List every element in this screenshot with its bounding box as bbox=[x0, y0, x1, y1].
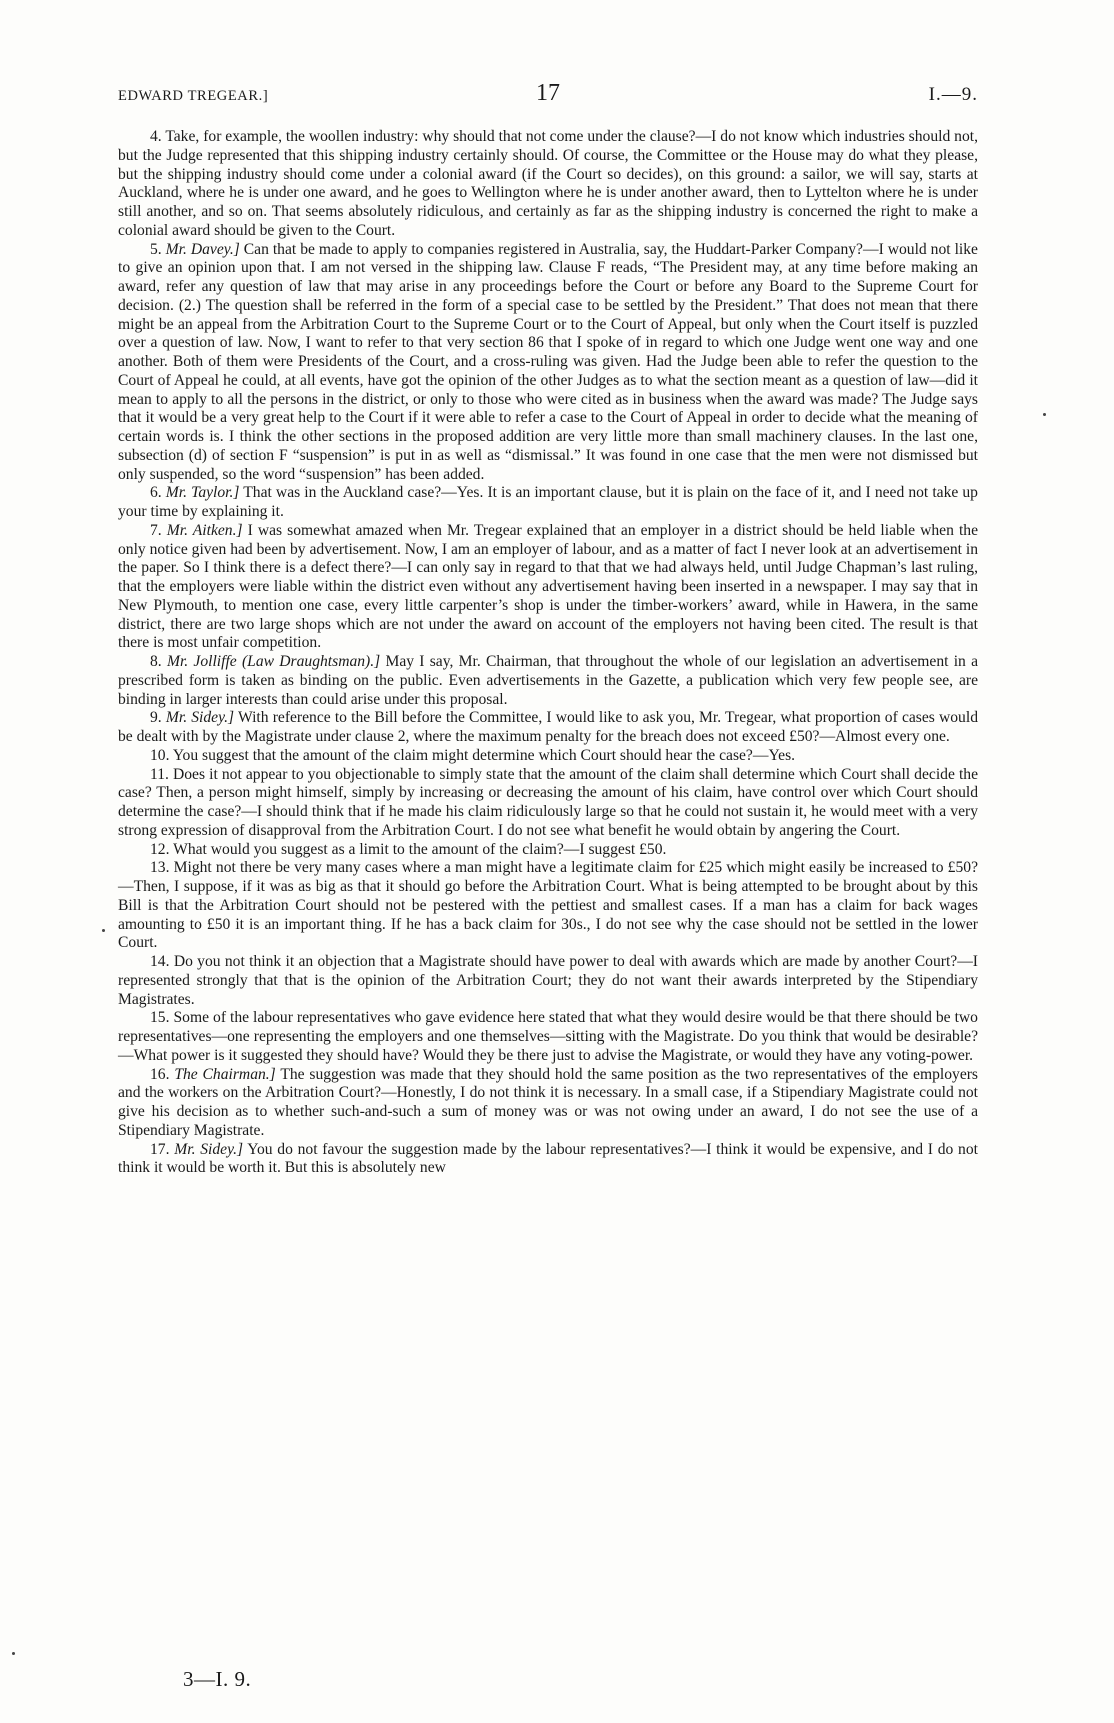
speaker-label: Mr. Jolliffe (Law Draughtsman).] bbox=[166, 653, 381, 670]
paragraph-text: Some of the labour representatives who gave evidence here stated that what they would desire would be that there should be two representatives—one representing the employers and one themselves—sitting with the Magistrate. Do you think that would be desirable?—What power is it suggested they should have? Would they be there just to advise the Magistrate, or would they have any voting-power. bbox=[118, 1009, 978, 1064]
paragraph-5 bbox=[118, 241, 978, 485]
minutes-of-evidence bbox=[118, 128, 978, 1178]
paragraph-text: Does it not appear to you objectionable to simply state that the amount of the claim shall determine which Court shall decide the case? Then, a person might himself, simply by increasing or decreasing the amount of his claim, have control over which Court should determine the case?—I should think that if he made his claim ridiculously large so that he could not sustain it, he would meet with a very strong expression of disapproval from the Arbitration Court. I do not see what benefit he would obtain by angering the Court. bbox=[118, 765, 978, 839]
paragraph-text: You do not favour the suggestion made by the labour representatives?—I think it would be expensive, and I do not think it would be worth it. But this is absolutely new bbox=[118, 1140, 978, 1177]
paragraph-number: 14. bbox=[150, 953, 170, 970]
paragraph-9 bbox=[118, 709, 978, 747]
scan-speck bbox=[12, 1652, 15, 1655]
paragraph-text: Can that be made to apply to companies registered in Australia, say, the Huddart-Parker Company?—I would not like to give an opinion upon that. I am not versed in the shipping law. Clause F reads, “The President may, at any time before making an award, refer any question of law that may arise in any proceedings before the Court or before any Board to the Supreme Court for decision. (2.) The question shall be referred in the form of a special case to be settled by the President.” That does not mean that there might be an appeal from the Arbitration Court to the Supreme Court or to the Court of Appeal, but only when the Court itself is puzzled over a question of law. Now, I want to refer to that very section 86 that I spoke of in regard to which one Judge went one way and one another. Both of them were Presidents of the Court, and a cross-ruling was given. Had the Judge been able to refer the question to the Court of Appeal he could, at all events, have got the opinion of the other Judges as to what the section meant as a question of law—did it mean to apply to all the persons in the district, or only to those who were cited as in business when the award was made? The Judge says that it would be a very great help to the Court if it were able to refer a case to the Court of Appeal in order to decide what the meaning of certain words is. I think the other sections in the proposed addition are very little more than small machinery clauses. In the last one, subsection (d) of section F “suspension” is put in as well as “dismissal.” It was found in one case that the men were not dismissed but only suspended, so the word “suspension” has been added. bbox=[118, 240, 978, 483]
paragraph-number: 7. bbox=[150, 521, 162, 539]
paragraph-15 bbox=[118, 1009, 978, 1065]
paper-reference: I.—9. bbox=[928, 84, 978, 105]
paragraph-text: You suggest that the amount of the claim might determine which Court should hear the case?—Yes. bbox=[172, 746, 796, 764]
speaker-label: Mr. Aitken.] bbox=[166, 521, 243, 539]
paragraph-text: Might not there be very many cases where a man might have a legitimate claim for £25 which might easily be increased to £50?—Then, I suppose, if it was as big as that it should go before the Arbitration Court. What is being attempted to be brought about by this Bill is that the Arbitration Court should not be pestered with the pettiest and smallest cases. If a man has a claim for back wages amounting to £50 it is an important thing. If he has a back claim for 30s., I do not see why the case should not be settled in the lower Court. bbox=[118, 859, 978, 952]
paragraph-14 bbox=[118, 953, 978, 1009]
page-header bbox=[118, 80, 978, 114]
paragraph-10 bbox=[118, 747, 978, 766]
paragraph-number: 9. bbox=[150, 709, 162, 727]
paragraph-13 bbox=[118, 859, 978, 953]
paragraph-number: 17. bbox=[150, 1140, 170, 1158]
paragraph-number: 6. bbox=[150, 484, 162, 502]
paragraph-text: What would you suggest as a limit to the amount of the claim?—I suggest £50. bbox=[173, 840, 667, 858]
speaker-label: Mr. Sidey.] bbox=[174, 1140, 244, 1158]
paragraph-6 bbox=[118, 484, 978, 522]
paragraph-number: 12. bbox=[150, 840, 170, 858]
speaker-label: Mr. Sidey.] bbox=[165, 709, 235, 727]
speaker-label: Mr. Taylor.] bbox=[165, 484, 240, 502]
paragraph-number: 11. bbox=[150, 765, 169, 783]
paragraph-number: 5. bbox=[150, 240, 162, 258]
paragraph-text: With reference to the Bill before the Committee, I would like to ask you, Mr. Tregear, what proportion of cases would be dealt with by the Magistrate under clause 2, where the maximum penalty for the breach does not exceed £50?—Almost every one. bbox=[118, 709, 978, 745]
paragraph-number: 4. bbox=[150, 128, 162, 145]
paragraph-number: 15. bbox=[150, 1009, 170, 1027]
paragraph-number: 16. bbox=[150, 1065, 170, 1083]
paragraph-text: The suggestion was made that they should hold the same position as the two representatives of the employers and the workers on the Arbitration Court?—Honestly, I do not think it is necessary. In a small case, if a Stipendiary Magistrate could not give his decision as to whether such-and-such a sum of money was or was not owing under an award, I do not see the use of a Stipendiary Magistrate. bbox=[118, 1065, 979, 1139]
paragraph-4 bbox=[118, 128, 978, 241]
paragraph-7 bbox=[118, 522, 978, 653]
running-head-author: EDWARD TREGEAR.] bbox=[118, 88, 269, 104]
paragraph-16 bbox=[118, 1066, 978, 1141]
paragraph-17 bbox=[118, 1141, 978, 1179]
paragraph-number: 10. bbox=[150, 746, 170, 764]
paragraph-11 bbox=[118, 766, 978, 841]
scan-speck bbox=[102, 929, 105, 932]
paragraph-number: 8. bbox=[150, 653, 162, 670]
paragraph-text: That was in the Auckland case?—Yes. It is an important clause, but it is plain on the face of it, and I need not take up your time by explaining it. bbox=[118, 484, 978, 520]
paragraph-text: May I say, Mr. Chairman, that throughout the whole of our legislation an advertisement in a prescribed form is taken as binding on the public. Even advertisements in the Gazette, a publication which very few people see, are binding in larger interests than could arise under this proposal. bbox=[118, 653, 978, 708]
scan-speck bbox=[1043, 413, 1046, 416]
speaker-label: The Chairman.] bbox=[174, 1065, 276, 1083]
page-number: 17 bbox=[536, 80, 560, 106]
paragraph-number: 13. bbox=[150, 859, 170, 877]
paragraph-8 bbox=[118, 653, 978, 709]
speaker-label: Mr. Davey.] bbox=[165, 240, 240, 258]
paragraph-text: Do you not think it an objection that a Magistrate should have power to deal with awards which are made by another Court?—I represented strongly that that is the opinion of the Arbitration Court; they do not want their awards interpreted by the Stipendiary Magistrates. bbox=[118, 953, 978, 1008]
paragraph-text: I was somewhat amazed when Mr. Tregear explained that an employer in a district should be held liable when the only notice given had been by advertisement. Now, I am an employer of labour, and as a matter of fact I never look at an advertisement in the paper. So I think there is a defect there?—I can only say in regard to that that we had always held, until Judge Chapman’s last ruling, that the employers were liable within the district even without any advertisement having been inserted in a newspaper. I may say that in New Plymouth, to mention one case, every little carpenter’s shop is under the timber-workers’ award, while in Hawera, in the same district, there are two large shops which are not under the award on account of the employers not having been cited. The result is that there is most unfair competition. bbox=[118, 521, 979, 652]
signature-mark: 3—I. 9. bbox=[183, 1667, 252, 1691]
paragraph-12 bbox=[118, 841, 978, 860]
paragraph-text: Take, for example, the woollen industry: why should that not come under the clause?—I do not know which industries should not, but the Judge represented that this shipping industry certainly should. Of course, the Committee or the House may do what they please, but the shipping industry should come under a colonial award (if the Court so decides), on this ground: a sailor, we will say, starts at Auckland, where he is under one award, and he goes to Wellington where he is under another award, then to Lyttelton where he is under still another, and so on. That seems absolutely ridiculous, and certainly as far as the shipping industry is concerned the right to make a colonial award should be given to the Court. bbox=[118, 128, 978, 239]
